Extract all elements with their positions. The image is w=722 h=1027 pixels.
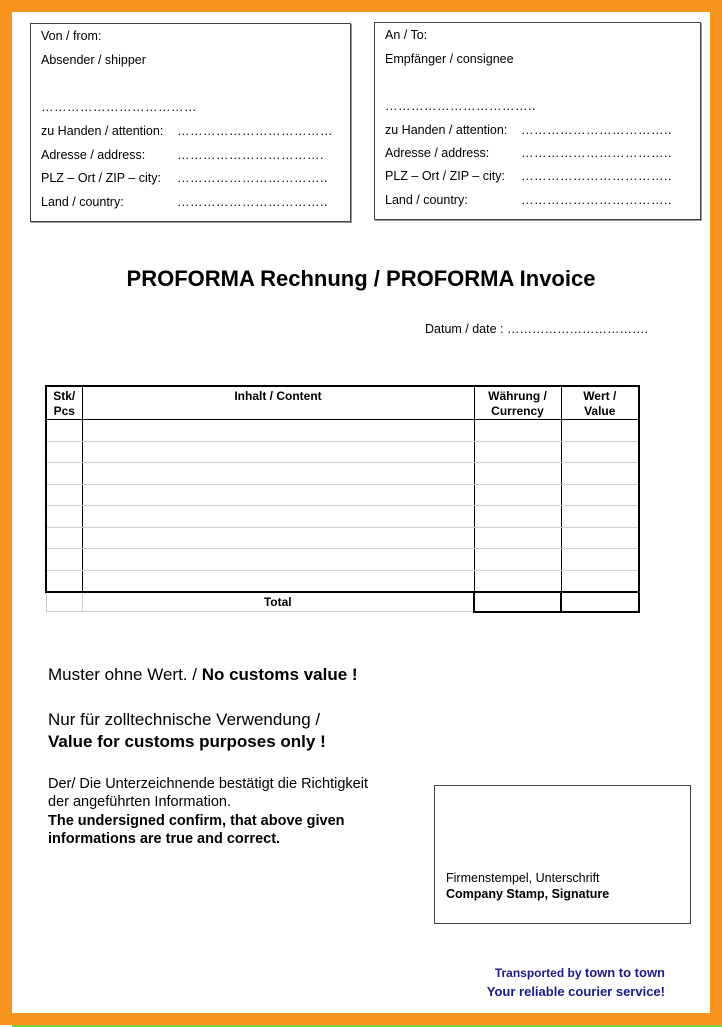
item-qty-cell[interactable] (46, 441, 82, 463)
consignee-zip-label: PLZ – Ort / ZIP – city: (385, 169, 505, 183)
table-row (46, 463, 639, 485)
header-value-line1: Wert / (583, 389, 617, 403)
header-currency-line1: Währung / (488, 389, 547, 403)
total-currency-cell[interactable] (474, 592, 561, 612)
item-qty-cell[interactable] (46, 506, 82, 528)
item-value-cell[interactable] (561, 420, 639, 442)
confirm-en-1: The undersigned confirm, that above given (48, 813, 345, 829)
shipper-subheading: Absender / shipper (41, 53, 146, 67)
item-value-cell[interactable] (561, 441, 639, 463)
consignee-name-field[interactable]: …………………………….. (385, 99, 536, 113)
date-line (425, 322, 648, 336)
header-currency (474, 386, 561, 420)
no-value-en: No customs value ! (201, 665, 358, 684)
consignee-zip-field[interactable]: …………………………….. (521, 169, 672, 183)
page-title: PROFORMA Rechnung / PROFORMA Invoice (126, 266, 596, 291)
shipper-name-field[interactable]: ……………………………… (41, 100, 197, 114)
total-row (46, 592, 639, 612)
total-qty-cell (46, 592, 82, 612)
item-value-cell[interactable] (561, 484, 639, 506)
items-table (45, 385, 640, 613)
item-qty-cell[interactable] (46, 463, 82, 485)
table-row (46, 484, 639, 506)
item-value-cell[interactable] (561, 527, 639, 549)
item-value-cell[interactable] (561, 463, 639, 485)
confirm-en-2: informations are true and correct. (48, 831, 281, 847)
header-content: Inhalt / Content (82, 386, 474, 420)
item-currency-cell[interactable] (474, 506, 561, 528)
confirm-de-2: der angeführten Information. (48, 794, 231, 810)
table-row (46, 420, 639, 442)
signature-label-en: Company Stamp, Signature (446, 887, 610, 901)
confirm-de-1: Der/ Die Unterzeichnende bestätigt die Richtigkeit (48, 776, 368, 792)
item-content-cell[interactable] (82, 549, 474, 571)
shipper-address-label: Adresse / address: (41, 148, 146, 162)
customs-note-de: Nur für zolltechnische Verwendung / (48, 710, 321, 729)
header-currency-line2: Currency (491, 404, 544, 418)
table-row (46, 570, 639, 592)
table-row (46, 506, 639, 528)
footer-slogan: Your reliable courier service! (486, 984, 665, 999)
consignee-country-label: Land / country: (385, 193, 468, 207)
consignee-address-field[interactable]: …………………………….. (521, 146, 672, 160)
item-content-cell[interactable] (82, 570, 474, 592)
item-value-cell[interactable] (561, 506, 639, 528)
signature-box[interactable] (434, 785, 691, 924)
shipper-country-field[interactable]: …………………………….. (177, 195, 328, 209)
shipper-zip-field[interactable]: …………………………….. (177, 171, 328, 185)
shipper-address-field[interactable]: ……………………………. (177, 148, 324, 162)
item-currency-cell[interactable] (474, 527, 561, 549)
item-currency-cell[interactable] (474, 420, 561, 442)
item-content-cell[interactable] (82, 506, 474, 528)
no-value-de: Muster ohne Wert. / (48, 665, 202, 684)
header-value (561, 386, 639, 420)
consignee-box (374, 22, 701, 220)
consignee-attention-label: zu Handen / attention: (385, 123, 508, 137)
item-content-cell[interactable] (82, 420, 474, 442)
date-field[interactable]: ……………………………. (507, 322, 648, 336)
item-qty-cell[interactable] (46, 420, 82, 442)
header-qty-line1: Stk/ (53, 389, 76, 403)
item-content-cell[interactable] (82, 463, 474, 485)
footer-company: town to town (584, 965, 665, 980)
item-content-cell[interactable] (82, 484, 474, 506)
header-qty (46, 386, 82, 420)
item-value-cell[interactable] (561, 570, 639, 592)
item-content-cell[interactable] (82, 441, 474, 463)
item-currency-cell[interactable] (474, 570, 561, 592)
item-qty-cell[interactable] (46, 570, 82, 592)
consignee-country-field[interactable]: …………………………….. (521, 193, 672, 207)
shipper-attention-label: zu Handen / attention: (41, 124, 164, 138)
item-currency-cell[interactable] (474, 441, 561, 463)
item-currency-cell[interactable] (474, 549, 561, 571)
shipper-attention-field[interactable]: ……………………………… (177, 124, 333, 138)
footer-transported (495, 965, 665, 980)
item-currency-cell[interactable] (474, 463, 561, 485)
shipper-zip-label: PLZ – Ort / ZIP – city: (41, 171, 161, 185)
header-value-line2: Value (584, 404, 616, 418)
table-header-row (46, 386, 639, 420)
shipper-heading: Von / from: (41, 29, 102, 43)
table-row (46, 441, 639, 463)
table-row (46, 549, 639, 571)
item-currency-cell[interactable] (474, 484, 561, 506)
shipper-box (30, 23, 351, 222)
footer-transported-by: Transported by (494, 966, 585, 980)
item-qty-cell[interactable] (46, 549, 82, 571)
table-row (46, 527, 639, 549)
item-rows (46, 420, 639, 592)
date-label: Datum / date : (425, 322, 504, 336)
customs-note-en: Value for customs purposes only ! (48, 732, 326, 751)
header-qty-line2: Pcs (53, 404, 75, 418)
consignee-attention-field[interactable]: …………………………….. (521, 123, 672, 137)
item-content-cell[interactable] (82, 527, 474, 549)
item-qty-cell[interactable] (46, 527, 82, 549)
shipper-country-label: Land / country: (41, 195, 124, 209)
item-value-cell[interactable] (561, 549, 639, 571)
consignee-heading: An / To: (385, 28, 428, 42)
consignee-address-label: Adresse / address: (385, 146, 490, 160)
consignee-subheading: Empfänger / consignee (385, 52, 514, 66)
total-label: Total (82, 592, 474, 612)
signature-label-de: Firmenstempel, Unterschrift (446, 871, 600, 885)
total-value-cell[interactable] (561, 592, 639, 612)
item-qty-cell[interactable] (46, 484, 82, 506)
no-value-note (48, 665, 358, 685)
